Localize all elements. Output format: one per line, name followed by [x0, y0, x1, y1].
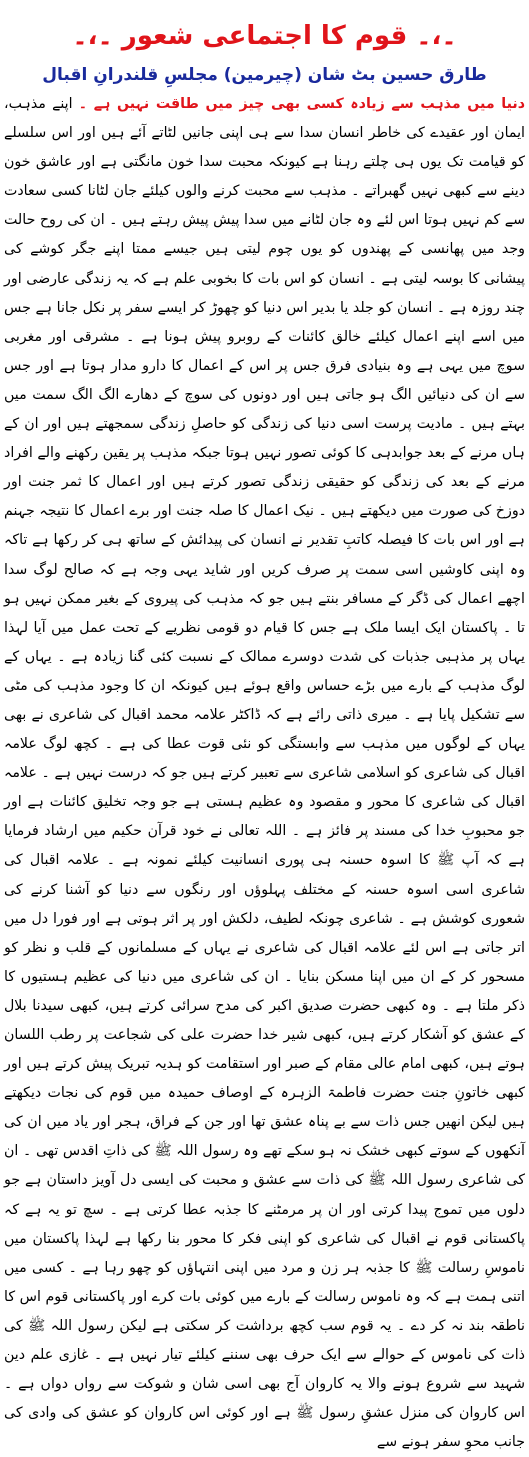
article-title: ۔،۔ قوم کا اجتماعی شعور ۔،۔ — [72, 21, 457, 51]
article-lead: دنیا میں مذہب سے زیادہ کسی بھی چیز میں طاقت نہیں ہے ۔ — [78, 96, 525, 112]
article-text: اپنے مذہب، ایمان اور عقیدے کی خاطر انسان سدا سے ہی اپنی جانیں لٹاتے آئے ہیں اور اس سلسلے کو قیامت تک یوں ہی چلتے رہنا ہے کیونکہ محبت سدا خون مانگتی ہے اور عاشق خون دینے سے کبھی نہیں گھبراتے ۔ مذہب سے محبت کرنے والوں کیلئے جان لٹانا کسی سعادت سے کم نہیں ہوتا اس لئے وہ جان لٹانے میں سدا پیش پیش رہتے ہیں ۔ ان کی روح حالت وجد میں پھانسی کے پھندوں کو یوں چوم لیتی ہیں جیسے ممتا اپنے جگر کوشے کی پیشانی کا بوسہ لیتی ہے ۔ انسان کو اس بات کا بخوبی علم ہے کہ یہ زندگی عارضی اور چند روزہ ہے ۔ انسان کو جلد یا بدیر اس دنیا کو چھوڑ کر ایسے سفر پر نکل جانا ہے جس میں اسے اپنے اعمال کیلئے خالق کائنات کے روبرو پیش ہونا ہے ۔ مشرقی اور مغربی سوچ میں یہی ہے وہ بنیادی فرق جس پر اس کے اعمال کا دارو مدار ہوتا ہے اور جس سے ان کی دنیائیں الگ ہو جاتی ہیں اور دونوں کی سوچ کے دھارے الگ الگ سمت میں بہتے ہیں ۔ مادیت پرست اسی دنیا کی زندگی کو حاصلِ زندگی سمجھتے ہیں اور ان کے ہاں مرنے کے بعد جوابدہی کا کوئی تصور نہیں ہوتا جبکہ مذہب پر یقین رکھنے والے افراد مرنے کے بعد کی زندگی کو حقیقی زندگی تصور کرتے ہیں اور اعمال کا ثمر جنت اور دوزخ کی صورت میں دیکھتے ہیں ۔ نیک اعمال کا صلہ جنت اور برے اعمال کا نتیجہ جہنم ہے اور اس بات کا فیصلہ کاتبِ تقدیر نے انسان کی پیدائش کے ساتھ ہی کر رکھا ہے تاکہ وہ اپنی کاوشیں اسی سمت پر صرف کریں اور شاید یہی وجہ ہے کہ صالح لوگ سدا اچھے اعمال کی ڈگر کے مسافر بنتے ہیں جو کہ مذہب کی پیروی کے بغیر ممکن نہیں ہو تا ۔ پاکستان ایک ایسا ملک ہے جس کا قیام دو قومی نظریے کے تحت عمل میں آیا لہذا یہاں پر مذہبی جذبات کی شدت دوسرے ممالک کے نسبت کئی گنا زیادہ ہے ۔ یہاں کے لوگ مذہب کے بارے میں بڑے حساس واقع ہوئے ہیں کیونکہ ان کا وجود مذہب کی مٹی سے تشکیل پایا ہے ۔ میری ذاتی رائے ہے کہ ڈاکٹر علامہ محمد اقبال کی شاعری نے بھی یہاں کے لوگوں میں مذہب سے وابستگی کو نئی قوت عطا کی ہے ۔ کچھ لوگ علامہ اقبال کی شاعری کو اسلامی شاعری سے تعبیر کرتے ہیں جو کہ درست نہیں ہے ۔ علامہ اقبال کی شاعری کا محور و مقصود وہ عظیم ہستی ہے جو وجہ تخلیق کائنات ہے اور جو محبوبِ خدا کی مسند پر فائز ہے ۔ اللہ تعالی نے خود قرآن حکیم میں ارشاد فرمایا ہے کہ آپ ﷺ کا اسوہ حسنہ ہی پوری انسانیت کیلئے نمونہ ہے ۔ علامہ اقبال کی شاعری اسی اسوہ حسنہ کے مختلف پہلوؤں اور رنگوں سے دنیا کو آشنا کرنے کی شعوری کوشش ہے ۔ شاعری چونکہ لطیف، دلکش اور پر اثر ہوتی ہے اور فورا دل میں اتر جاتی ہے اس لئے علامہ اقبال کی شاعری نے یہاں کے مسلمانوں کے قلب و نظر کو مسحور کر کے ان میں اپنا مسکن بنایا ۔ ان کی شاعری میں دنیا کی عظیم ہستیوں کا ذکر ملتا ہے ۔ وہ کبھی حضرت صدیق اکبر کی مدح سرائی کرتے ہیں، کبھی سیدنا بلال کے عشق کو آشکار کرتے ہیں، کبھی شیر خدا حضرت علی کی شجاعت پر رطب اللسان ہوتے ہیں، کبھی امام عالی مقام کے صبر اور استقامت کو ہدیہ تبریک پیش کرتے ہیں اور کبھی خاتونِ جنت حضرت فاطمۃ الزہرہ کے اوصاف حمیدہ میں قوم کی نجات دیکھتے ہیں لیکن انھیں جس ذات سے بے پناہ عشق تھا اور جن کے فراق، ہجر اور یاد میں ان کی آنکھوں کے سوتے کبھی خشک نہ ہو سکے تھے وہ رسول اللہ ﷺ کی ذاتِ اقدس تھی ۔ ان کی شاعری رسول اللہ ﷺ کی ذات سے عشق و محبت کی ایسی دل آویز داستان ہے جو دلوں میں تموج پیدا کرتی اور ان پر مرمٹنے کا جذبہ عطا کرتی ہے ۔ سچ تو یہ ہے کہ پاکستانی قوم نے اقبال کی شاعری کو اپنی فکر کا محور بنا رکھا ہے لہذا پاکستان میں ناموسِ رسالت ﷺ کا جذبہ ہر زن و مرد میں اپنی انتہاؤں کو چھو رہا ہے ۔ کسی میں اتنی ہمت ہے کہ وہ ناموس رسالت کے بارے میں کوئی بات کرے اور پاکستانی قوم اس کا ناطقہ بند نہ کر دے ۔ یہ قوم سب کچھ برداشت کر سکتی ہے لیکن رسول اللہ ﷺ کی ذات کی ناموس کے حوالے سے ایک حرف بھی سننے کیلئے تیار نہیں ہے ۔ غازی علم دین شہید سے شروع ہونے والا یہ کاروان آج بھی اسی شان و شوکت سے رواں دواں ہے ۔ اس کاروان کی منزل عشقِ رسول ﷺ ہے اور کوئی اس کاروان کو عشق کی وادی کی جانب محوِ سفر ہونے سے — [4, 96, 525, 1451]
article-body — [4, 90, 525, 1451]
article-author: طارق حسین بٹ شان (چیرمین) مجلسِ قلندرانِ اقبال — [42, 65, 487, 85]
